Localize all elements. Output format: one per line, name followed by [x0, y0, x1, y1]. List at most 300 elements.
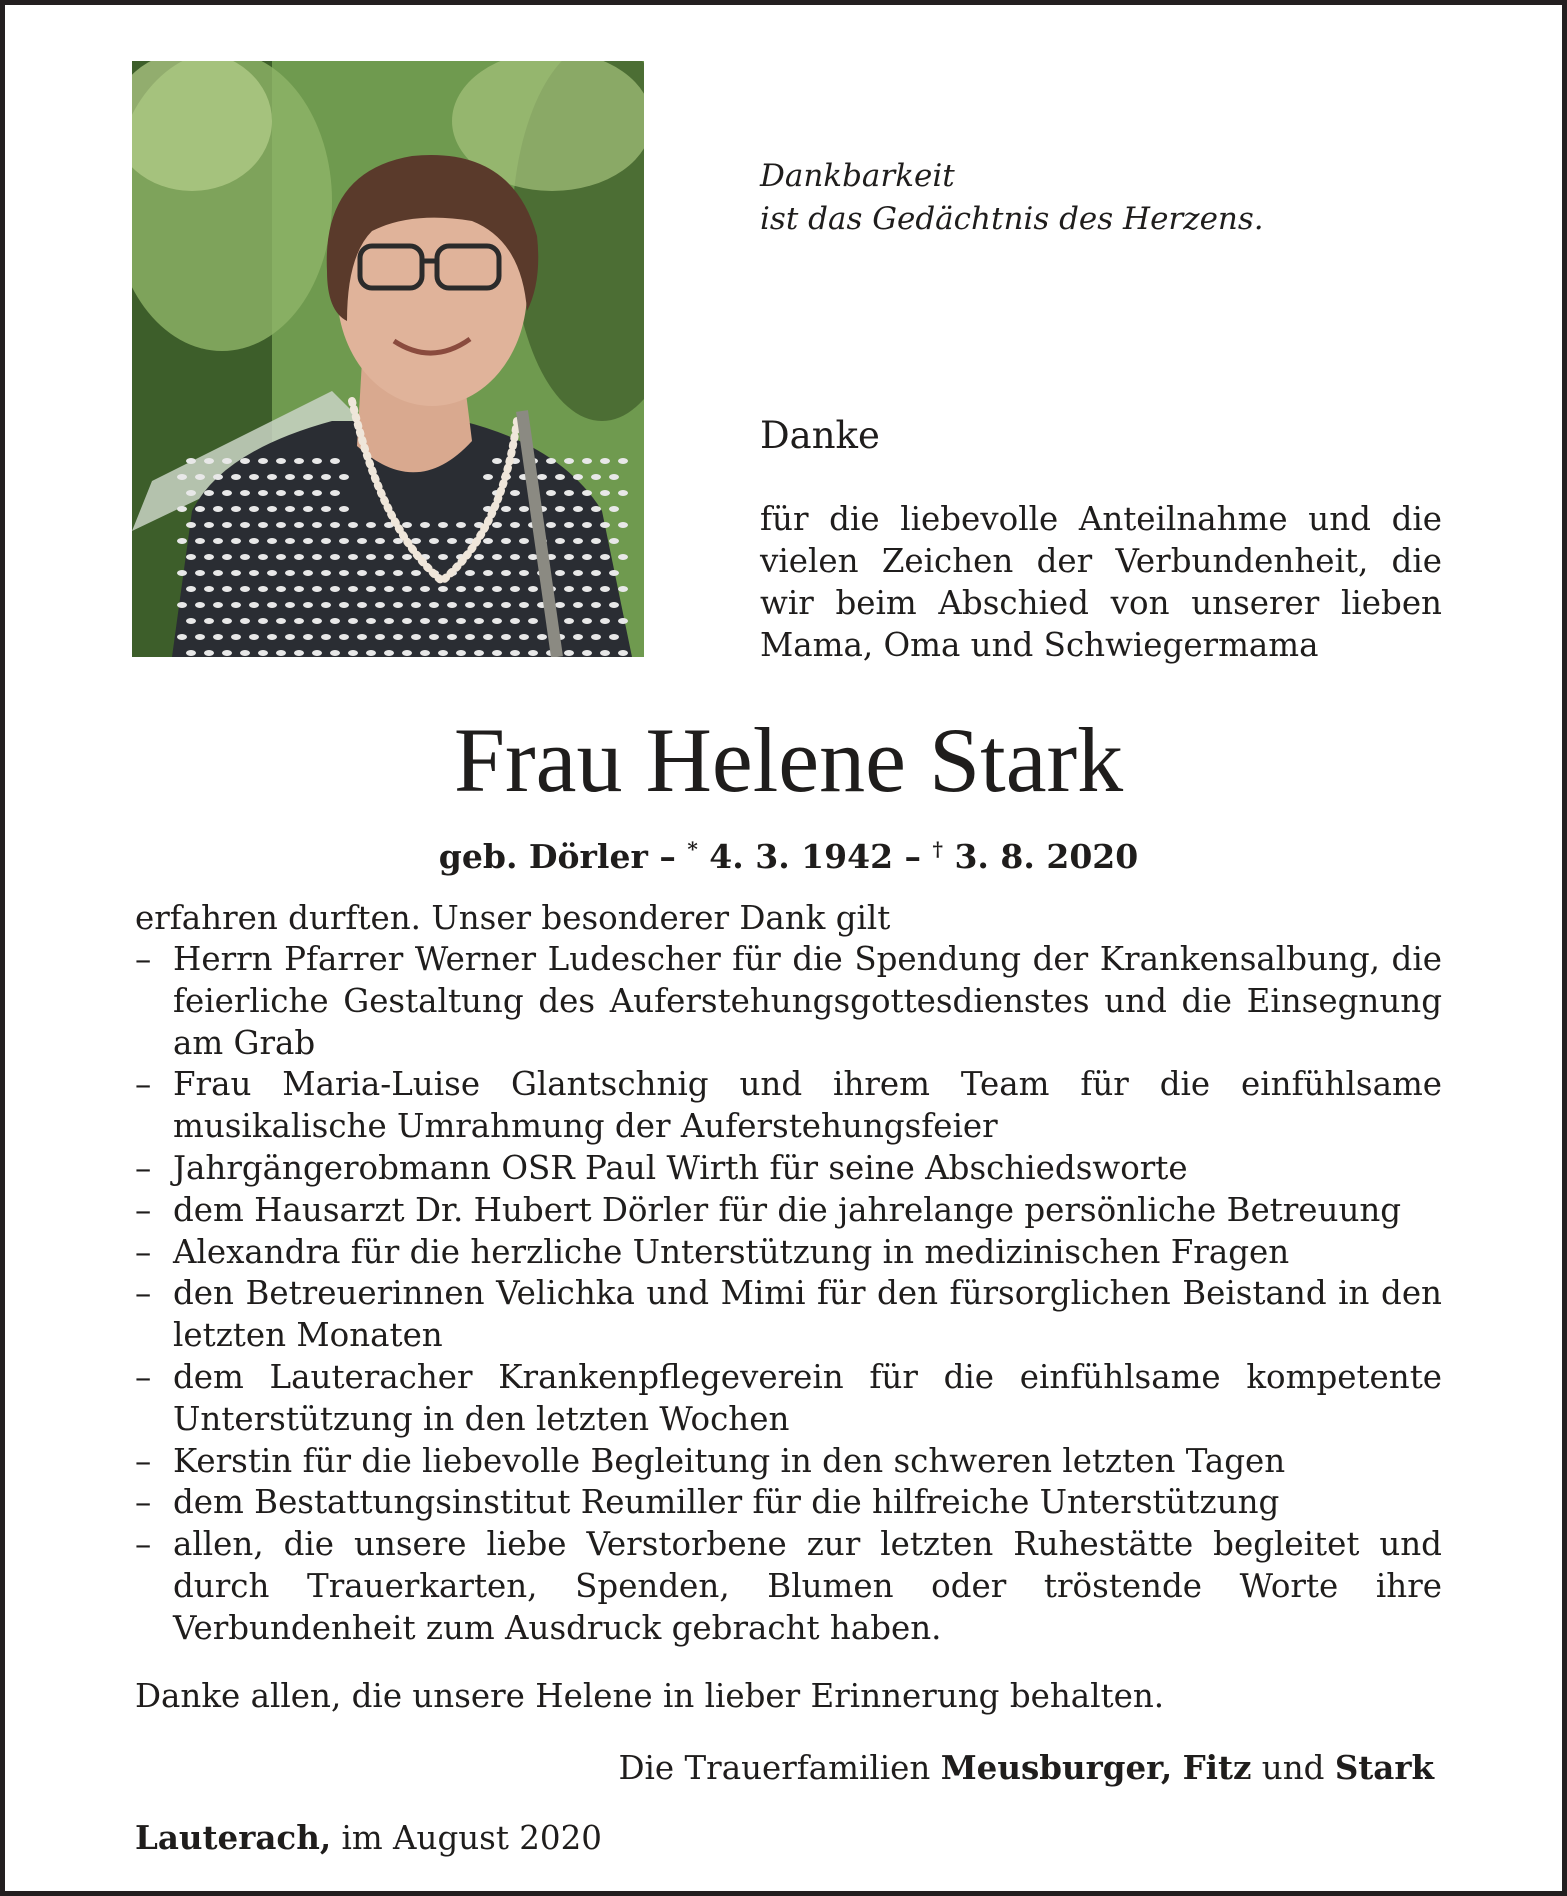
blouse-dot — [285, 474, 295, 480]
blouse-dot — [537, 474, 547, 480]
thanks-item-text: Alexandra für die herzliche Unterstützung in medizinischen Fragen — [173, 1232, 1290, 1271]
list-dash-icon: – — [135, 1525, 152, 1564]
blouse-dot — [573, 538, 583, 544]
blouse-dot — [267, 506, 277, 512]
blouse-dot — [501, 602, 511, 608]
blouse-dot — [510, 618, 520, 624]
blouse-dot — [618, 522, 628, 528]
blouse-dot — [240, 458, 250, 464]
blouse-dot — [438, 554, 448, 560]
blouse-dot — [330, 650, 340, 656]
blouse-dot — [519, 538, 529, 544]
blouse-dot — [204, 650, 214, 656]
blouse-dot — [222, 554, 232, 560]
blouse-dot — [249, 474, 259, 480]
blouse-dot — [231, 538, 241, 544]
blouse-dot — [591, 634, 601, 640]
blouse-dot — [501, 634, 511, 640]
blouse-dot — [294, 490, 304, 496]
thanks-item-text: allen, die unsere liebe Verstorbene zur letzten Ruhestätte begleitet und durch Trauerkarten, Spenden, Blumen oder tröstende Worte ihre Verbundenheit zum Ausdruck gebracht haben. — [173, 1525, 1442, 1647]
blouse-dot — [177, 634, 187, 640]
blouse-dot — [294, 650, 304, 656]
blouse-dot — [519, 634, 529, 640]
blouse-dot — [231, 474, 241, 480]
date-separator-1: – — [647, 837, 688, 876]
date-separator-2: – — [893, 837, 933, 876]
blouse-dot — [609, 474, 619, 480]
family-fitz: Fitz — [1182, 1748, 1252, 1787]
blouse-dot — [177, 474, 187, 480]
family-stark: Stark — [1334, 1748, 1434, 1787]
blouse-dot — [465, 634, 475, 640]
blouse-dot — [231, 602, 241, 608]
blouse-dot — [600, 586, 610, 592]
blouse-dot — [249, 538, 259, 544]
blouse-dot — [411, 570, 421, 576]
list-dash-icon: – — [135, 1441, 152, 1480]
blouse-dot — [483, 474, 493, 480]
blouse-dot — [528, 618, 538, 624]
blouse-dot — [582, 522, 592, 528]
blouse-dot — [456, 522, 466, 528]
blouse-dot — [294, 586, 304, 592]
blouse-dot — [240, 522, 250, 528]
blouse-dot — [177, 538, 187, 544]
deceased-name: Frau Helene Stark — [453, 709, 1124, 811]
blouse-dot — [222, 490, 232, 496]
blouse-dot — [285, 506, 295, 512]
blouse-dot — [348, 650, 358, 656]
list-dash-icon: – — [135, 1190, 152, 1229]
blouse-dot — [564, 490, 574, 496]
blouse-dot — [339, 570, 349, 576]
blouse-dot — [555, 474, 565, 480]
blouse-dot — [303, 474, 313, 480]
blouse-dot — [492, 522, 502, 528]
blouse-dot — [213, 570, 223, 576]
blouse-dot — [375, 602, 385, 608]
blouse-dot — [438, 618, 448, 624]
blouse-dot — [609, 570, 619, 576]
portrait-photo — [132, 61, 644, 657]
birth-star-icon: * — [687, 837, 698, 861]
blouse-dot — [573, 506, 583, 512]
blouse-dot — [366, 650, 376, 656]
blouse-dot — [231, 506, 241, 512]
blouse-dot — [384, 554, 394, 560]
blouse-dot — [267, 570, 277, 576]
blouse-dot — [564, 618, 574, 624]
blouse-dot — [339, 634, 349, 640]
blouse-dot — [213, 634, 223, 640]
blouse-dot — [582, 458, 592, 464]
blouse-dot — [222, 586, 232, 592]
blouse-dot — [447, 602, 457, 608]
blouse-dot — [591, 538, 601, 544]
blouse-dot — [204, 554, 214, 560]
blouse-dot — [402, 554, 412, 560]
blouse-dot — [618, 618, 628, 624]
blouse-dot — [402, 650, 412, 656]
blouse-dot — [258, 650, 268, 656]
blouse-dot — [618, 554, 628, 560]
list-dash-icon: – — [135, 940, 152, 978]
blouse-dot — [303, 538, 313, 544]
thanks-item — [135, 1441, 1442, 1483]
blouse-dot — [276, 554, 286, 560]
blouse-dot — [474, 618, 484, 624]
signature-connector: und — [1261, 1749, 1325, 1787]
blouse-dot — [447, 634, 457, 640]
blouse-dot — [384, 650, 394, 656]
blouse-dot — [249, 634, 259, 640]
list-dash-icon: – — [135, 1274, 152, 1313]
blouse-dot — [438, 586, 448, 592]
thanks-item — [135, 1273, 1442, 1357]
blouse-dot — [537, 634, 547, 640]
blouse-dot — [510, 522, 520, 528]
thanks-item-text: Frau Maria-Luise Glantschnig und ihrem Team für die einfühlsame musikalische Umrahmung der Auferstehungsfeier — [173, 1065, 1442, 1146]
blouse-dot — [438, 522, 448, 528]
blouse-dot — [330, 554, 340, 560]
blouse-dot — [177, 506, 187, 512]
blouse-dot — [411, 602, 421, 608]
blouse-dot — [510, 554, 520, 560]
blouse-dot — [285, 602, 295, 608]
maiden-name: geb. Dörler — [438, 837, 648, 876]
danke-heading: Danke — [760, 414, 880, 457]
birth-date: 4. 3. 1942 — [697, 837, 894, 876]
blouse-dot — [474, 650, 484, 656]
blouse-dot — [330, 490, 340, 496]
blouse-dot — [222, 458, 232, 464]
blouse-dot — [357, 634, 367, 640]
blouse-dot — [375, 570, 385, 576]
blouse-dot — [258, 522, 268, 528]
blouse-dot — [348, 618, 358, 624]
blouse-dot — [492, 458, 502, 464]
blouse-dot — [312, 458, 322, 464]
blouse-dot — [465, 570, 475, 576]
blouse-dot — [519, 602, 529, 608]
blouse-dot — [591, 474, 601, 480]
thanks-item — [135, 1064, 1442, 1148]
blouse-dot — [177, 570, 187, 576]
blouse-dot — [276, 490, 286, 496]
blouse-dot — [492, 650, 502, 656]
family-signature — [618, 1747, 1434, 1789]
blouse-dot — [312, 522, 322, 528]
blouse-dot — [330, 618, 340, 624]
blouse-dot — [321, 474, 331, 480]
blouse-dot — [195, 602, 205, 608]
list-dash-icon: – — [135, 1148, 152, 1187]
blouse-dot — [600, 650, 610, 656]
blouse-dot — [276, 458, 286, 464]
blouse-dot — [222, 522, 232, 528]
blouse-dot — [213, 602, 223, 608]
blouse-dot — [258, 618, 268, 624]
blouse-dot — [321, 634, 331, 640]
blouse-dot — [204, 618, 214, 624]
blouse-dot — [528, 586, 538, 592]
blouse-dot — [276, 522, 286, 528]
list-dash-icon: – — [135, 1065, 152, 1104]
blouse-dot — [240, 618, 250, 624]
blouse-dot — [600, 522, 610, 528]
blouse-dot — [339, 506, 349, 512]
thanks-item-text: dem Lauteracher Krankenpflegeverein für die einfühlsame kompetente Unterstützung in den letzten Wochen — [173, 1357, 1442, 1438]
blouse-dot — [330, 586, 340, 592]
blouse-dot — [285, 570, 295, 576]
blouse-dot — [357, 538, 367, 544]
blouse-dot — [501, 506, 511, 512]
thanks-item — [135, 1232, 1442, 1274]
blouse-dot — [258, 490, 268, 496]
blouse-dot — [186, 458, 196, 464]
blouse-dot — [303, 570, 313, 576]
blouse-dot — [411, 634, 421, 640]
blouse-dot — [357, 602, 367, 608]
blouse-dot — [492, 586, 502, 592]
blouse-dot — [195, 634, 205, 640]
blouse-dot — [564, 586, 574, 592]
blouse-dot — [285, 634, 295, 640]
blouse-dot — [186, 490, 196, 496]
motto-line-2: ist das Gedächtnis des Herzens. — [760, 201, 1264, 237]
blouse-dot — [546, 522, 556, 528]
motto-quote — [760, 155, 1380, 241]
blouse-dot — [330, 522, 340, 528]
blouse-dot — [339, 538, 349, 544]
blouse-dot — [186, 618, 196, 624]
blouse-dot — [456, 586, 466, 592]
blouse-dot — [366, 554, 376, 560]
blouse-dot — [321, 538, 331, 544]
blouse-dot — [204, 586, 214, 592]
blouse-dot — [384, 618, 394, 624]
blouse-dot — [276, 650, 286, 656]
blouse-dot — [492, 554, 502, 560]
thanks-item — [135, 939, 1442, 1064]
blouse-dot — [573, 474, 583, 480]
blouse-dot — [393, 602, 403, 608]
blouse-dot — [618, 650, 628, 656]
thanks-item — [135, 1357, 1442, 1441]
blouse-dot — [582, 554, 592, 560]
blouse-dot — [420, 618, 430, 624]
blouse-dot — [420, 522, 430, 528]
blouse-dot — [600, 554, 610, 560]
place-month: im August 2020 — [341, 1819, 602, 1857]
blouse-dot — [312, 650, 322, 656]
blouse-dot — [240, 586, 250, 592]
blouse-dot — [375, 634, 385, 640]
blouse-dot — [204, 490, 214, 496]
blouse-dot — [609, 602, 619, 608]
signature-prefix: Die Trauerfamilien — [618, 1749, 941, 1787]
blouse-dot — [609, 506, 619, 512]
blouse-dot — [222, 650, 232, 656]
blouse-dot — [375, 538, 385, 544]
blouse-dot — [609, 634, 619, 640]
blouse-dot — [366, 522, 376, 528]
blouse-dot — [267, 634, 277, 640]
blouse-dot — [186, 650, 196, 656]
blouse-dot — [438, 650, 448, 656]
blouse-dot — [285, 538, 295, 544]
death-cross-icon: † — [932, 837, 943, 861]
blouse-dot — [348, 522, 358, 528]
blouse-dot — [528, 650, 538, 656]
blouse-dot — [519, 506, 529, 512]
blouse-dot — [258, 586, 268, 592]
blouse-dot — [312, 490, 322, 496]
thanks-item-text: den Betreuerinnen Velichka und Mimi für den fürsorglichen Beistand in den letzten Monaten — [173, 1274, 1442, 1355]
blouse-dot — [600, 618, 610, 624]
thanks-item-text: dem Hausarzt Dr. Hubert Dörler für die jahrelange persönliche Betreuung — [173, 1190, 1402, 1229]
blouse-dot — [474, 586, 484, 592]
blouse-dot — [483, 602, 493, 608]
blouse-dot — [312, 618, 322, 624]
blouse-dot — [303, 602, 313, 608]
blouse-dot — [258, 458, 268, 464]
blouse-dot — [294, 458, 304, 464]
blouse-dot — [303, 506, 313, 512]
blouse-dot — [186, 554, 196, 560]
blouse-dot — [339, 602, 349, 608]
blouse-dot — [357, 570, 367, 576]
place-date — [135, 1817, 602, 1859]
blouse-dot — [348, 554, 358, 560]
thanks-item-text: dem Bestattungsinstitut Reumiller für die hilfreiche Unterstützung — [173, 1483, 1280, 1522]
blouse-dot — [222, 618, 232, 624]
blouse-dot — [321, 570, 331, 576]
blouse-dot — [366, 586, 376, 592]
blouse-dot — [555, 538, 565, 544]
blouse-dot — [321, 506, 331, 512]
thanks-list — [135, 939, 1442, 1650]
blouse-dot — [564, 554, 574, 560]
blouse-dot — [582, 618, 592, 624]
family-meusburger: Meusburger, — [940, 1748, 1173, 1787]
blouse-dot — [402, 586, 412, 592]
blouse-dot — [429, 602, 439, 608]
blouse-dot — [555, 506, 565, 512]
blouse-dot — [276, 618, 286, 624]
blouse-dot — [186, 522, 196, 528]
blouse-dot — [429, 538, 439, 544]
blouse-dot — [186, 586, 196, 592]
blouse-dot — [483, 538, 493, 544]
blouse-dot — [339, 474, 349, 480]
blouse-dot — [555, 570, 565, 576]
thanks-item — [135, 1190, 1442, 1232]
blouse-dot — [564, 458, 574, 464]
blouse-dot — [465, 602, 475, 608]
blouse-dot — [195, 474, 205, 480]
blouse-dot — [294, 618, 304, 624]
blouse-dot — [456, 650, 466, 656]
blouse-dot — [348, 586, 358, 592]
death-date: 3. 8. 2020 — [942, 837, 1139, 876]
blouse-dot — [591, 570, 601, 576]
blouse-dot — [402, 618, 412, 624]
blouse-dot — [204, 458, 214, 464]
blouse-dot — [195, 506, 205, 512]
closing-line: Danke allen, die unsere Helene in lieber Erinnerung behalten. — [135, 1677, 1165, 1715]
list-dash-icon: – — [135, 1357, 152, 1396]
blouse-dot — [519, 570, 529, 576]
blouse-dot — [564, 522, 574, 528]
blouse-dot — [582, 586, 592, 592]
blouse-dot — [582, 650, 592, 656]
blouse-dot — [402, 522, 412, 528]
blouse-dot — [546, 458, 556, 464]
thanks-item-text: Herrn Pfarrer Werner Ludescher für die Spendung der Krankensalbung, die feierliche Gestaltung des Auferstehungsgottesdienstes und die Einsegnung am Grab — [173, 940, 1442, 1062]
blouse-dot — [483, 570, 493, 576]
portrait-icon — [132, 61, 644, 657]
blouse-dot — [564, 650, 574, 656]
blouse-dot — [456, 618, 466, 624]
blouse-dot — [492, 618, 502, 624]
blouse-dot — [393, 634, 403, 640]
blouse-dot — [258, 554, 268, 560]
blouse-dot — [429, 634, 439, 640]
blouse-dot — [393, 570, 403, 576]
blouse-dot — [213, 538, 223, 544]
life-dates — [5, 827, 1567, 879]
blouse-dot — [600, 458, 610, 464]
blouse-dot — [312, 554, 322, 560]
blouse-dot — [213, 474, 223, 480]
blouse-dot — [294, 522, 304, 528]
blouse-dot — [267, 602, 277, 608]
blouse-dot — [582, 490, 592, 496]
blouse-dot — [240, 490, 250, 496]
blouse-dot — [177, 602, 187, 608]
blouse-dot — [618, 458, 628, 464]
blouse-dot — [420, 650, 430, 656]
blouse-dot — [195, 570, 205, 576]
blouse-dot — [267, 538, 277, 544]
blouse-dot — [204, 522, 214, 528]
blouse-dot — [249, 602, 259, 608]
place-city: Lauterach, — [135, 1818, 332, 1857]
blouse-dot — [240, 554, 250, 560]
blouse-dot — [195, 538, 205, 544]
blouse-dot — [591, 506, 601, 512]
blouse-dot — [546, 490, 556, 496]
blouse-dot — [483, 634, 493, 640]
blouse-dot — [600, 490, 610, 496]
thanks-item-text: Jahrgängerobmann OSR Paul Wirth für seine Abschiedsworte — [173, 1148, 1188, 1187]
list-dash-icon: – — [135, 1232, 152, 1271]
blouse-dot — [276, 586, 286, 592]
motto-line-1: Dankbarkeit — [760, 158, 955, 194]
blouse-dot — [609, 538, 619, 544]
blouse-dot — [591, 602, 601, 608]
blouse-dot — [555, 602, 565, 608]
blouse-dot — [312, 586, 322, 592]
body-lead-text: erfahren durften. Unser besonderer Dank gilt — [135, 899, 891, 937]
blouse-dot — [321, 602, 331, 608]
blouse-dot — [330, 458, 340, 464]
blouse-dot — [501, 570, 511, 576]
thanks-item-text: Kerstin für die liebevolle Begleitung in den schweren letzten Tagen — [173, 1441, 1286, 1480]
blouse-dot — [231, 570, 241, 576]
blouse-dot — [510, 490, 520, 496]
